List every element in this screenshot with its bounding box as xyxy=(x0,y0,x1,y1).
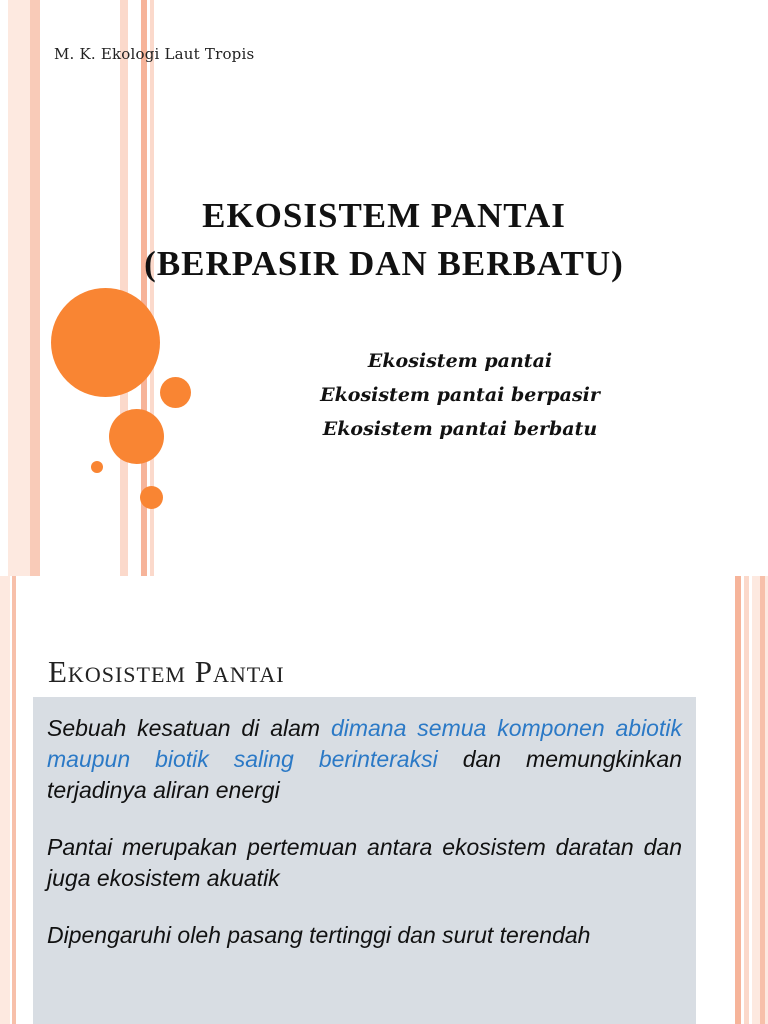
decor-stripe xyxy=(735,576,741,1024)
decor-stripe xyxy=(30,0,40,576)
decor-stripe xyxy=(8,0,30,576)
highlighted-text: dimana semua komponen abiotik maupun biotik saling berinteraksi xyxy=(47,715,682,772)
content-box xyxy=(33,697,696,1024)
decor-stripe xyxy=(744,576,749,1024)
course-name: M. K. Ekologi Laut Tropis xyxy=(54,45,255,63)
decor-stripe xyxy=(120,0,128,576)
subtitle-item: Ekosistem pantai xyxy=(367,350,553,372)
content-text xyxy=(47,713,682,977)
decor-circle xyxy=(51,288,160,397)
paragraph xyxy=(47,713,682,806)
slide-heading: Ekosistem Pantai xyxy=(48,654,285,689)
decor-stripe xyxy=(12,576,16,1024)
slide-title xyxy=(64,192,704,288)
decor-circle xyxy=(109,409,164,464)
decor-circle xyxy=(91,461,103,473)
paragraph-text: Sebuah kesatuan di alam xyxy=(47,715,331,741)
decor-circle xyxy=(140,486,163,509)
title-line: EKOSISTEM PANTAI xyxy=(202,196,566,235)
content-slide xyxy=(0,576,768,1024)
decor-stripe xyxy=(760,576,765,1024)
decor-circle xyxy=(160,377,191,408)
paragraph: Dipengaruhi oleh pasang tertinggi dan surut terendah xyxy=(47,922,591,948)
subtitle-item: Ekosistem pantai berbatu xyxy=(322,418,598,440)
paragraph-text: dan memungkinkan terjadinya aliran energi xyxy=(47,746,683,803)
decor-stripe xyxy=(0,576,10,1024)
subtitle-list xyxy=(260,344,660,446)
title-line: (BERPASIR DAN BERBATU) xyxy=(144,244,624,283)
paragraph: Pantai merupakan pertemuan antara ekosistem daratan dan juga ekosistem akuatik xyxy=(47,834,682,891)
subtitle-item: Ekosistem pantai berpasir xyxy=(320,384,600,406)
